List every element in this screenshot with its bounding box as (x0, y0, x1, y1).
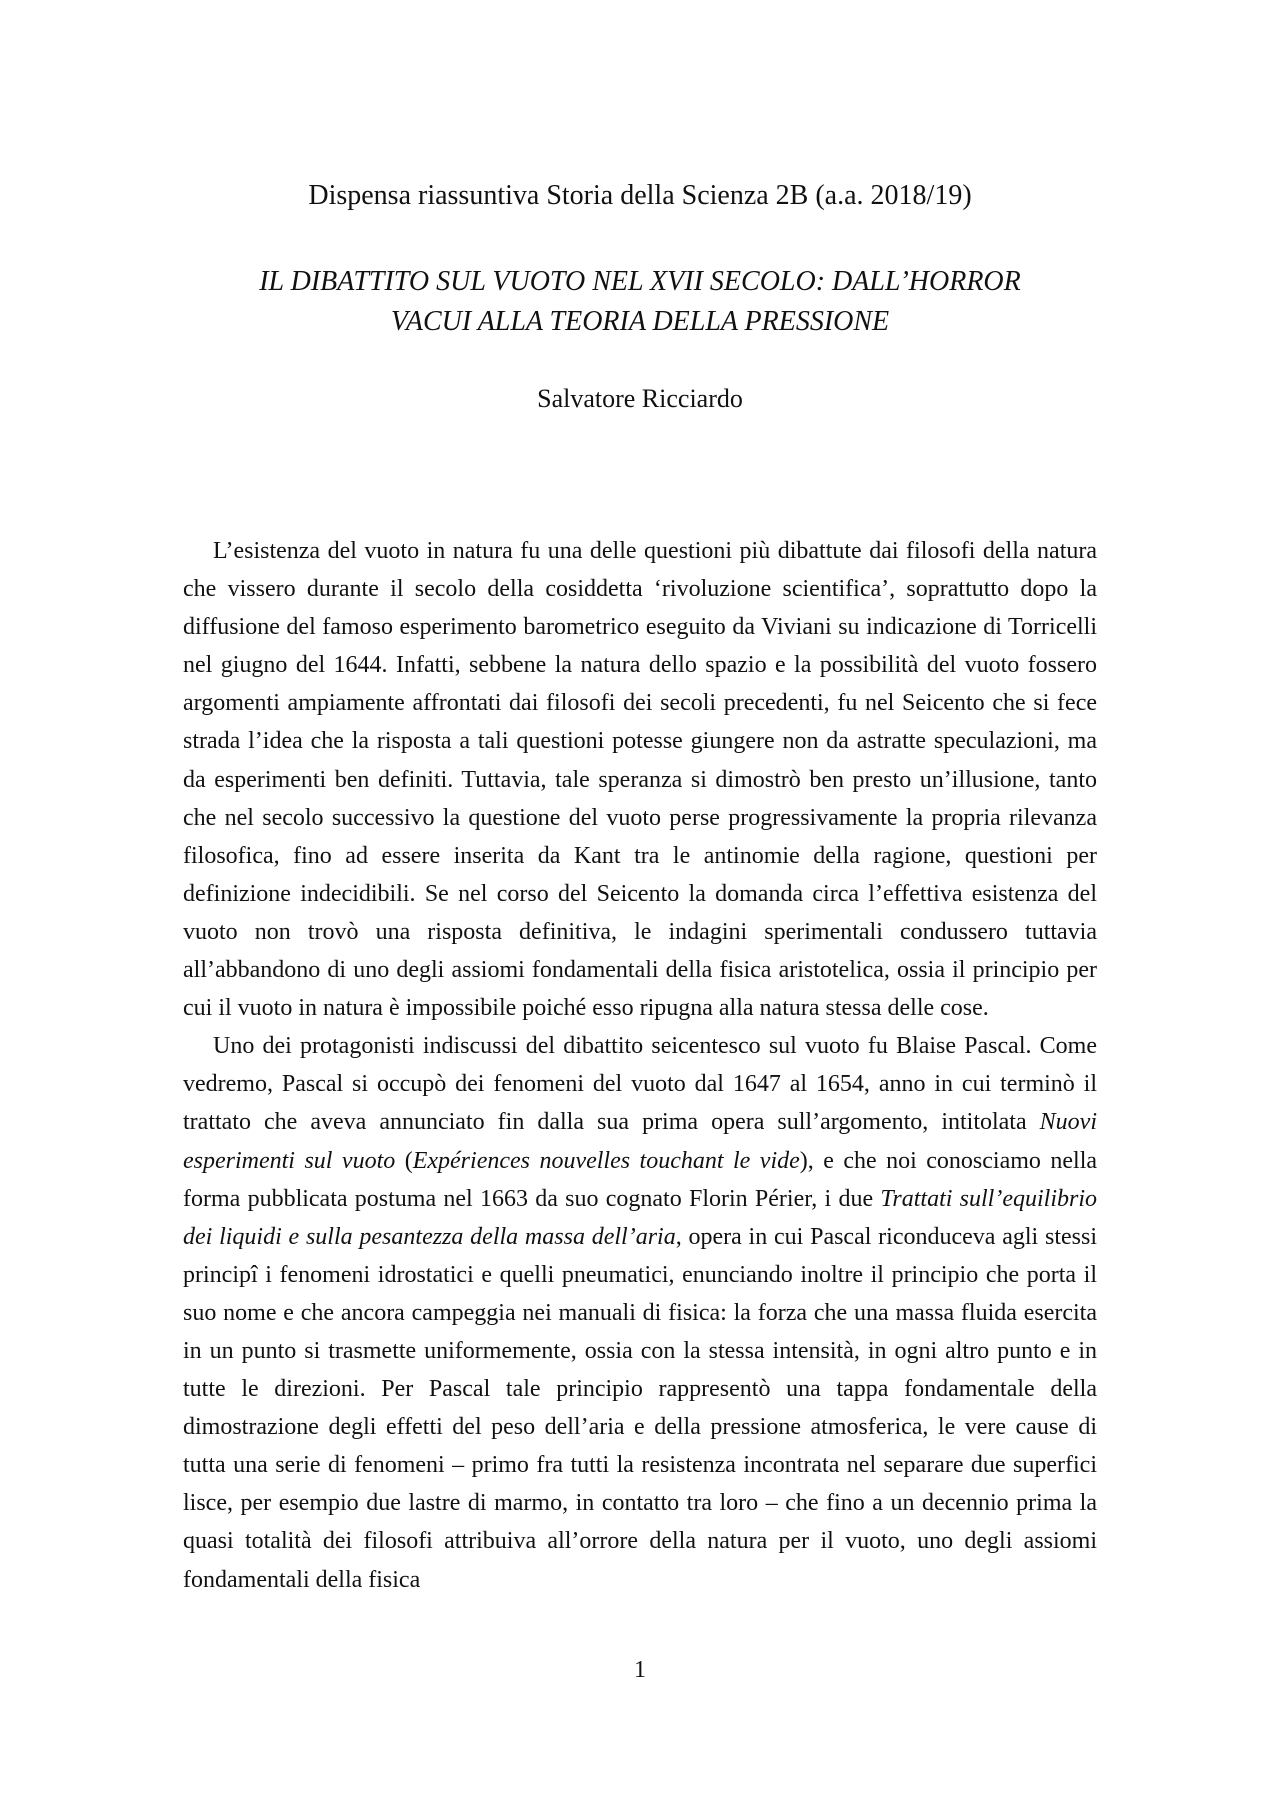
page-number: 1 (634, 1657, 646, 1683)
author-name: Salvatore Ricciardo (537, 384, 743, 413)
italic-title-trattati: Trattati sull’equilibrio dei liquidi e sulla pesantezza della massa dell’aria (183, 1185, 1098, 1250)
paragraph-1: L’esistenza del vuoto in natura fu una delle questioni più dibattute dai filosofi della natura che vissero durante il secolo della cosiddetta ‘rivoluzione scientifica’, soprattutto dopo la diffusione del famoso esperimento barometrico eseguito da Viviani su indicazione di Torricelli nel giugno del 1644. Infatti, sebbene la natura dello spazio e la possibilità del vuoto fossero argomenti ampiamente affrontati dai filosofi dei secoli precedenti, fu nel Seicento che si fece strada l’idea che la risposta a tali questioni potesse giungere non da astratte speculazioni, ma da esperimenti ben definiti. Tuttavia, tale speranza si dimostrò ben presto un’illusione, tanto che nel secolo successivo la questione del vuoto perse progressivamente la propria rilevanza filosofica, fino ad essere inserita da Kant tra le antinomie della ragione, questioni per definizione indecidibili. Se nel corso del Seicento la domanda circa l’effettiva esistenza del vuoto non trovò una risposta definitiva, le indagini sperimentali condussero tuttavia all’abbandono di uno degli assiomi fondamentali della fisica aristotelica, ossia il principio per cui il vuoto in natura è impossibile poiché esso ripugna alla natura stessa delle cose. (183, 538, 1097, 1022)
title-line-2: VACUI ALLA TEORIA DELLA PRESSIONE (390, 306, 890, 337)
document-title (160, 262, 1120, 342)
italic-title-nuovi-esperimenti: Nuovi esperimenti sul vuoto (183, 1109, 1097, 1174)
paragraph-2-text: ( (395, 1147, 413, 1174)
paragraph-2-text: Uno dei protagonisti indiscussi del dibattito seicentesco sul vuoto fu Blaise Pascal. Come vedremo, Pascal si occupò dei fenomeni del vuoto dal 1647 al 1654, anno in cui terminò il trattato che aveva annunciato fin dalla sua prima opera sull’argomento, intitolata (183, 1033, 1097, 1136)
italic-title-experiences-nouvelles: Expériences nouvelles touchant le vide (412, 1147, 800, 1174)
paragraph-2-text: , opera in cui Pascal riconduceva agli stessi principî i fenomeni idrostatici e quelli pneumatici, enunciando inoltre il principio che porta il suo nome e che ancora campeggia nei manuali di fisica: la forza che una massa fluida esercita in un punto si trasmette uniformemente, ossia con la stessa intensità, in ogni altro punto e in tutte le direzioni. Per Pascal tale principio rappresentò una tappa fondamentale della dimostrazione degli effetti del peso dell’aria e della pressione atmosferica, le vere cause di tutta una serie di fenomeni – primo fra tutti la resistenza incontrata nel separare due superfici lisce, per esempio due lastre di marmo, in contatto tra loro – che fino a un decennio prima la quasi totalità dei filosofi attribuiva all’orrore della natura per il vuoto, uno degli assiomi fondamentali della fisica (183, 1223, 1097, 1593)
title-line-1: IL DIBATTITO SUL VUOTO NEL XVII SECOLO: DALL’HORROR (259, 266, 1021, 297)
paragraph-2 (183, 1027, 1097, 1598)
paragraph-2-text: ), e che noi conosciamo nella forma pubblicata postuma nel 1663 da suo cognato Florin Périer, i due (183, 1147, 1098, 1212)
body-text (183, 532, 1097, 1599)
document-header: Dispensa riassuntiva Storia della Scienza 2B (a.a. 2018/19) (308, 180, 972, 211)
